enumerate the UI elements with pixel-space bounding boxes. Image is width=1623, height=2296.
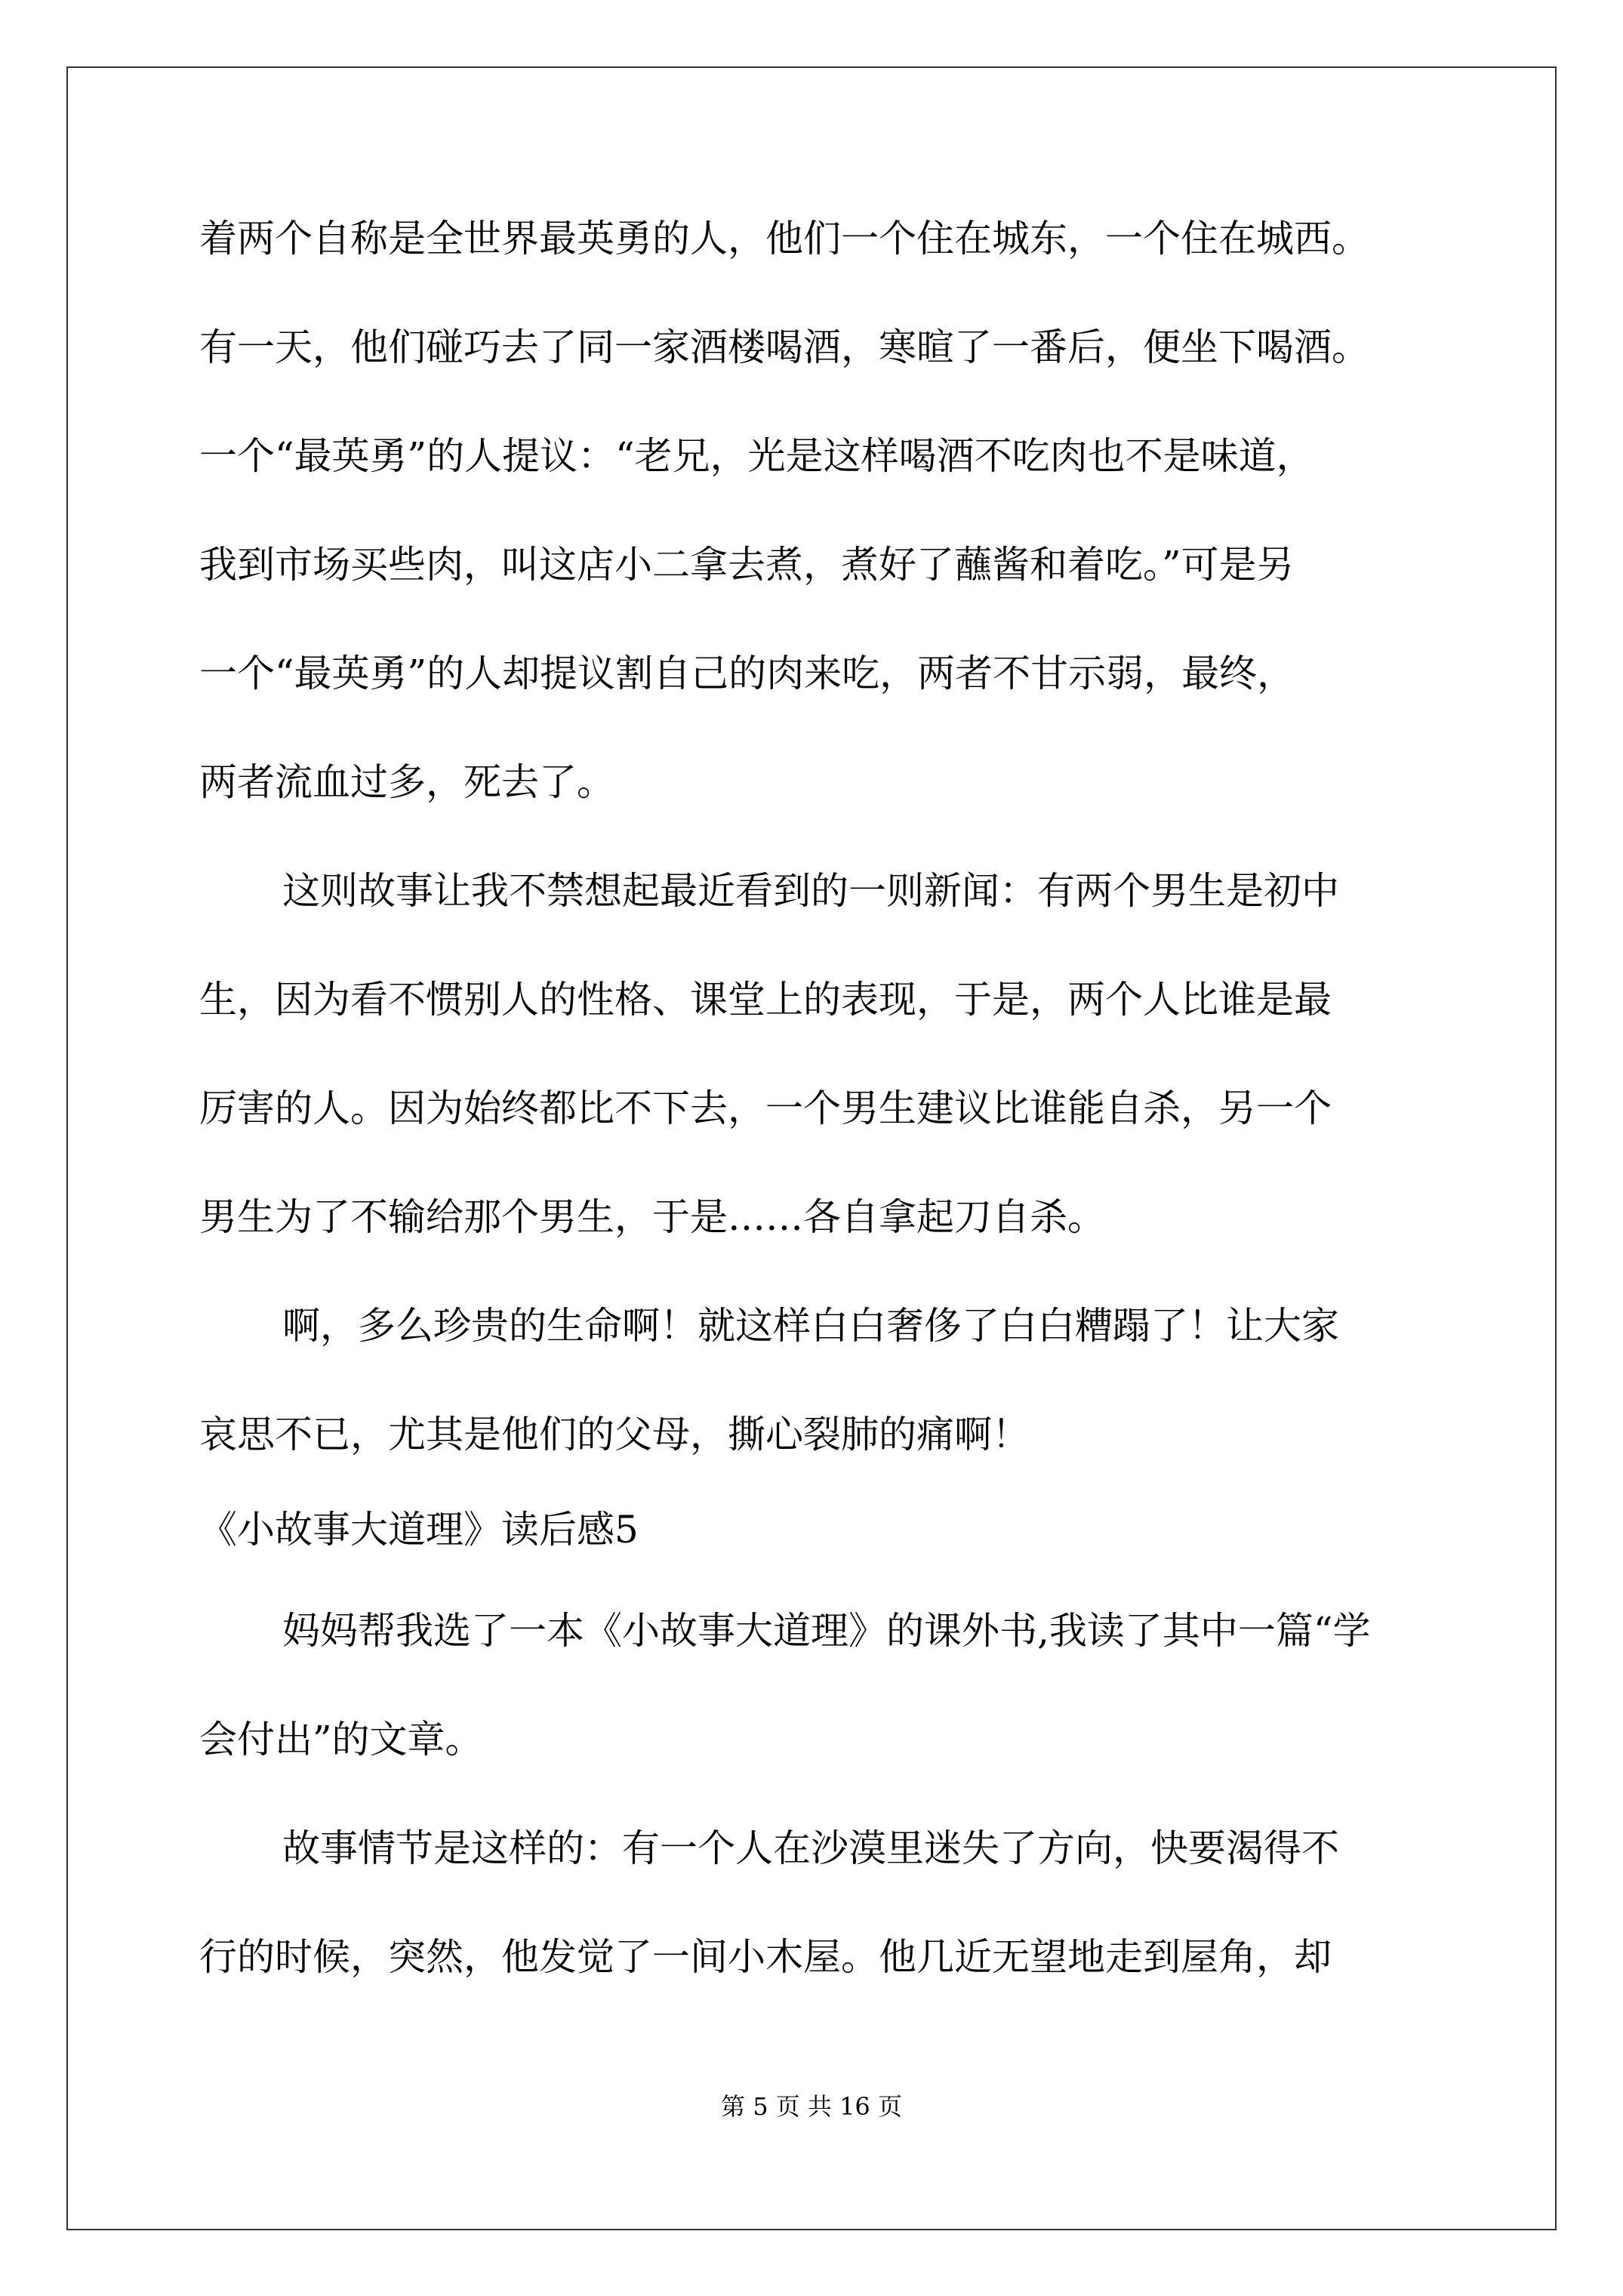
- text-line: 行的时候，突然，他发觉了一间小木屋。他几近无望地走到屋角，却: [199, 1935, 1332, 1979]
- paragraph-start: 故事情节是这样的：有一个人在沙漠里迷失了方向，快要渴得不: [282, 1826, 1339, 1870]
- paragraph-start: 这则故事让我不禁想起最近看到的一则新闻：有两个男生是初中: [282, 869, 1339, 913]
- text-line: 会付出”的文章。: [199, 1718, 483, 1761]
- section-heading: 《小故事大道理》读后感5: [199, 1508, 639, 1552]
- text-line: 男生为了不输给那个男生，于是……各自拿起刀自杀。: [199, 1195, 1105, 1239]
- text-line: 一个“最英勇”的人提议：“老兄，光是这样喝酒不吃肉也不是味道，: [199, 434, 1314, 478]
- text-line: 两者流血过多，死去了。: [199, 760, 614, 804]
- text-line: 着两个自称是全世界最英勇的人，他们一个住在城东，一个住在城西。: [199, 217, 1369, 260]
- paragraph-start: 妈妈帮我选了一本《小故事大道理》的课外书,我读了其中一篇“学: [282, 1609, 1371, 1653]
- text-line: 厉害的人。因为始终都比不下去，一个男生建议比谁能自杀，另一个: [199, 1086, 1332, 1130]
- text-line: 一个“最英勇”的人却提议割自己的肉来吃，两者不甘示弱，最终，: [199, 652, 1295, 695]
- text-line: 生，因为看不惯别人的性格、课堂上的表现，于是，两个人比谁是最: [199, 978, 1332, 1022]
- paragraph-start: 啊，多么珍贵的生命啊！就这样白白奢侈了白白糟蹋了！让大家: [282, 1304, 1339, 1348]
- page-number-footer: 第 5 页 共 16 页: [721, 2092, 902, 2121]
- text-line: 有一天，他们碰巧去了同一家酒楼喝酒，寒暄了一番后，便坐下喝酒。: [199, 325, 1369, 369]
- text-line: 我到市场买些肉，叫这店小二拿去煮，煮好了蘸酱和着吃。”可是另: [199, 543, 1295, 587]
- text-line: 哀思不已，尤其是他们的父母，撕心裂肺的痛啊！: [199, 1413, 1030, 1456]
- page-border: [66, 66, 1557, 2230]
